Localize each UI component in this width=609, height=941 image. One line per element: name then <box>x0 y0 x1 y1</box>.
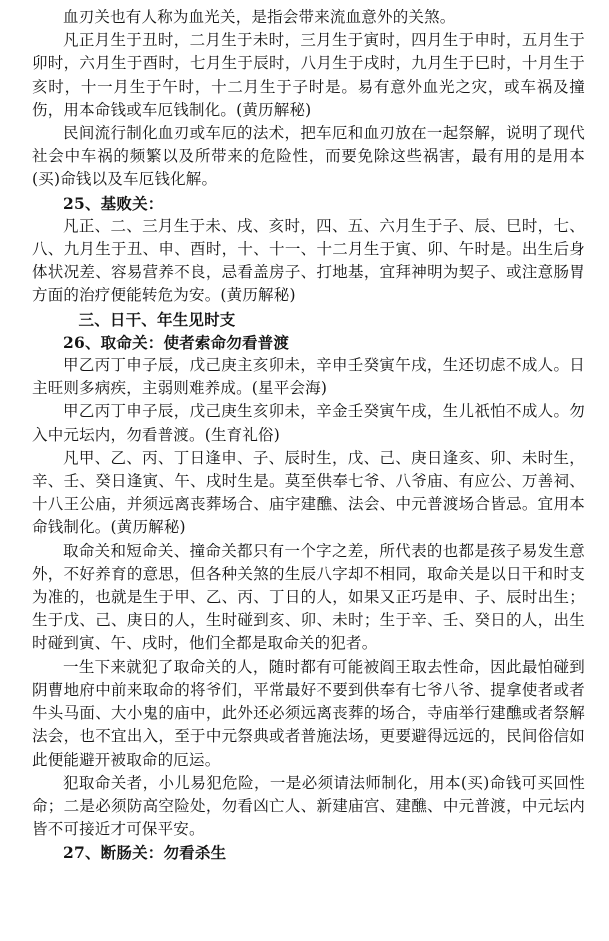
paragraph: 血刃关也有人称为血光关，是指会带来流血意外的关煞。 <box>63 8 456 26</box>
section-heading: 25、基败关： <box>63 193 164 213</box>
chapter-heading: 三、日干、年生见时支 <box>78 309 236 329</box>
paragraph: 民间流行制化血刃或车厄的法术，把车厄和血刃放在一起祭解，说明了现代社会中车祸的频繁以及所带来的危险性，而要免除这些祸害，最有用的是用本(买)命钱以及车厄钱化解。 <box>32 124 585 189</box>
paragraph: 犯取命关者，小儿易犯危险，一是必须请法师制化，用本(买)命钱可买回性命；二是必须防高空险处，勿看凶亡人、新建庙宫、建醮、中元普渡，中元坛内皆不可接近才可保平安。 <box>32 773 585 839</box>
paragraph: 甲乙丙丁申子辰，戊己庚生亥卯未，辛金壬癸寅午戌，生儿祇怕不成人。勿入中元坛内，勿看普渡。(生育礼俗) <box>32 402 585 444</box>
section-heading: 27、断肠关：勿看杀生 <box>63 843 227 863</box>
paragraph: 一生下来就犯了取命关的人，随时都有可能被阎王取去性命，因此最怕碰到阴曹地府中前来取命的将爷们，平常最好不要到供奉有七爷八爷、提拿使者或者牛头马面、大小鬼的庙中，此外还必须远离丧葬的场合，寺庙举行建醮或者祭解法会，也不宜出入，至于中元祭典或者普施法场，更要避得远远的，民间俗信如此便能避开被取命的厄运。 <box>32 657 585 769</box>
paragraph: 凡甲、乙、丙、丁日逢申、子、辰时生，戊、己、庚日逢亥、卯、未时生，辛、壬、癸日逢寅、午、戌时生是。莫至供奉七爷、八爷庙、有应公、万善祠、十八王公庙，并须远离丧葬场合、庙宇建醮、法会、中元普渡场合皆忌。宜用本命钱制化。(黄历解秘) <box>32 448 585 537</box>
paragraph: 凡正月生于丑时，二月生于未时，三月生于寅时，四月生于申时，五月生于卯时，六月生于酉时，七月生于辰时，八月生于戌时，九月生于巳时，十月生于亥时，十一月生于午时，十二月生于子时是。易有意外血光之灾，或车祸及撞伤，用本命钱或车厄钱制化。(黄历解秘) <box>32 31 585 119</box>
paragraph: 凡正、二、三月生于未、戌、亥时，四、五、六月生于子、辰、巳时，七、八、九月生于丑、申、酉时，十、十一、十二月生于寅、卯、午时是。出生后身体状况差、容易营养不良，忌看盖房子、打地基，宜拜神明为契子、或注意肠胃方面的治疗便能转危为安。(黄历解秘) <box>32 216 585 305</box>
paragraph: 取命关和短命关、撞命关都只有一个字之差，所代表的也都是孩子易发生意外，不好养育的意思，但各种关煞的生辰八字却不相同，取命关是以日干和时支为准的，也就是生于甲、乙、丙、丁日的人，如果又正巧是申、子、辰时出生；生于戊、己、庚日的人，生时碰到亥、卯、未时；生于辛、壬、癸日的人，出生时碰到寅、午、戌时，他们全都是取命关的犯者。 <box>32 541 585 653</box>
paragraph: 甲乙丙丁申子辰，戊己庚主亥卯未，辛申壬癸寅午戌，生还切虑不成人。日主旺则多病疾，主弱则难养成。(星平会海) <box>32 356 585 398</box>
section-heading: 26、取命关：使者索命勿看普渡 <box>63 332 290 352</box>
